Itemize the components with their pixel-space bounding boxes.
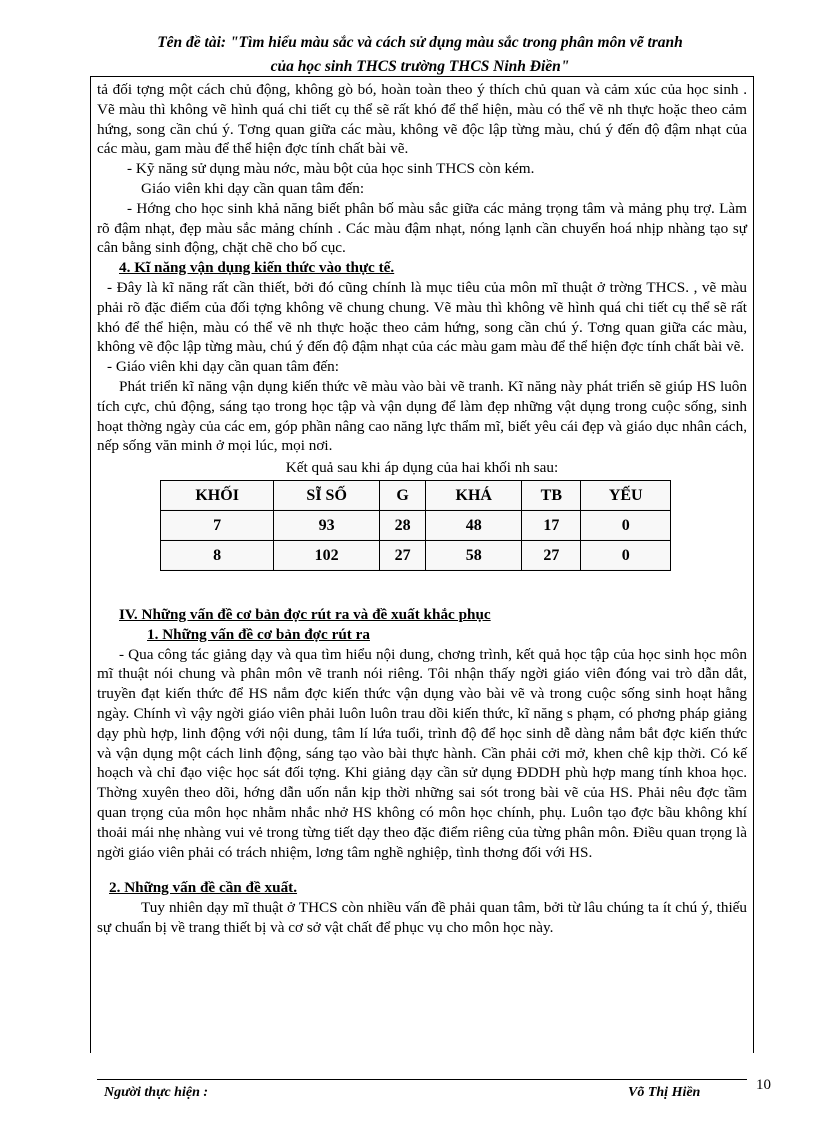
page-content [97,80,747,938]
table-cell: 0 [581,510,671,540]
table-cell: 7 [161,510,274,540]
table-header-cell: TB [522,480,581,510]
section-title [97,605,747,625]
paragraph: - Hớng cho học sinh khả năng biết phân bố màu sắc giữa các mảng trọng tâm và mảng phụ trợ. Làm rõ đậm nhạt, đẹp màu sắc mảng chính . Các màu đậm nhạt, nóng lạnh cần chuyển hoá nhịp nhàng tạo sự cân bằng sinh động, chặt chẽ cho bố cục. [97,199,747,257]
paragraph: - Giáo viên khi dạy cần quan tâm đến: [107,358,339,376]
table-cell: 48 [426,510,522,540]
table-cell: 8 [161,540,274,570]
document-title-line-2: của học sinh THCS trường THCS Ninh Điền" [270,58,570,75]
table-cell: 58 [426,540,522,570]
table-header-cell: KHÁ [426,480,522,510]
paragraph: - Kỹ năng sử dụng màu nớc, màu bột của học sinh THCS còn kém. [127,160,535,178]
paragraph: - Qua công tác giảng dạy và qua tìm hiểu nội dung, chơng trình, kết quả học tập của học sinh học môn mĩ thuật nói chung và phân môn vẽ tranh nói riêng. Tôi nhận thấy ngời giáo viên đóng vai trò dẫn dắt, truyền đạt kiến thức để HS nắm đợc kiến thức vận dụng vào bài vẽ và trong cuộc sống sinh hoạt hằng ngày. Chính vì vậy ngời giáo viên phải luôn luôn trau dồi kiến thức, kĩ năng s phạm, có phơng pháp giảng dạy phù hợp, linh động với nội dung, tâm lí lứa tuổi, trình độ để học sinh dễ dàng nắm bắt đợc kiến thức và vận dụng một cách linh động, sáng tạo vào bài thực hành. Cần phải cởi mở, khen chê kịp thời. Có kế hoạch và chỉ đạo việc học sát đối tợng. Khi giảng dạy cần sử dụng ĐDDH phù hợp mang tính khoa học. Thờng xuyên theo dõi, hớng dẫn uốn nắn kịp thời những sai sót trong bài vẽ của HS. Phải nêu đợc tầm quan trọng của môn học nhằm nhắc nhở HS không có môn học chính, phụ. Luôn tạo đợc bầu không khí thoải mái nhẹ nhàng vui vẻ trong từng tiết dạy theo đặc điểm riêng của từng phân môn. Điều quan trọng là ngời giáo viên phải có trách nhiệm, lơng tâm nghề nghiệp, tình thơng đối với HS. [97,645,747,861]
subsection-title [97,878,747,898]
table-caption: Kết quả sau khi áp dụng của hai khối nh sau: [285,459,559,477]
table-cell: 102 [274,540,380,570]
paragraph: tả đối tợng một cách chủ động, không gò bó, hoàn toàn theo ý thích chủ quan và cảm xúc của học sinh . Vẽ màu thì không vẽ hình quá chi tiết cụ thể sẽ rất khó để thể hiện, màu có thể vẽ nh thực hoặc theo cảm hứng, song cần chú ý. Tơng quan giữa các màu, không vẽ độc lập từng màu, chú ý đến độ đậm nhạt của các màu, gam màu để thể hiện đợc tính chất bài vẽ. [97,81,747,158]
table-cell: 27 [380,540,426,570]
section-title-text: IV. Những vấn đề cơ bản đợc rút ra và đề xuất khắc phục [119,605,491,623]
table-header-row [161,480,671,510]
subsection-title-text: 1. Những vấn đề cơ bản đợc rút ra [147,625,370,643]
table-cell: 27 [522,540,581,570]
subsection-title [97,625,747,645]
table-cell: 93 [274,510,380,540]
table-row [161,510,671,540]
table-header-cell: YẾU [581,480,671,510]
table-header-cell: SĨ SỐ [274,480,380,510]
paragraph: - Đây là kĩ năng rất cần thiết, bởi đó cũng chính là mục tiêu của môn mĩ thuật ở trờng THCS. , vẽ màu phải rõ đặc điểm của đối tợng không vẽ chung chung. Vẽ màu thì không vẽ hình quá chi tiết cụ thể sẽ rất khó để thể hiện, màu có thể vẽ nh thực hoặc theo cảm hứng, song cần chú ý. Tơng quan giữa các màu, không vẽ độc lập từng màu, chú ý đến độ đậm nhạt của các màu gam màu để thể hiện đợc tính chất bài vẽ. [97,278,747,356]
table-header-cell: KHỐI [161,480,274,510]
footer-author-name: Võ Thị Hiền [628,1085,701,1100]
table-cell: 17 [522,510,581,540]
table-row [161,540,671,570]
paragraph: Phát triển kĩ năng vận dụng kiến thức vẽ màu vào bài vẽ tranh. Kĩ năng này phát triển sẽ giúp HS luôn tích cực, chủ động, sáng tạo trong học tập và vận dụng để làm đẹp những vật dụng trong cuộc sống, sinh hoạt thờng ngày của các em, góp phần nâng cao năng lực thẩm mĩ, biết yêu cái đẹp và giáo dục nhân cách, nếp sống văn minh ở mọi lúc, mọi nơi. [97,377,747,455]
document-title-line-1: Tên đề tài: "Tìm hiểu màu sắc và cách sử dụng màu sắc trong phân môn vẽ tranh [157,34,683,51]
table-cell: 28 [380,510,426,540]
footer-author-label: Người thực hiện : [104,1085,209,1100]
page-number: 10 [756,1077,771,1093]
paragraph: Tuy nhiên dạy mĩ thuật ở THCS còn nhiều vấn đề phải quan tâm, bởi từ lâu chúng ta ít chú ý, thiếu sự chuẩn bị về trang thiết bị và cơ sở vật chất để phục vụ cho môn học này. [97,899,747,936]
results-table [160,480,671,571]
subsection-title-text: 2. Những vấn đề cần đề xuất. [109,879,298,897]
table-header-cell: G [380,480,426,510]
table-cell: 0 [581,540,671,570]
section-heading: 4. Kĩ năng vận dụng kiến thức vào thực tế. [119,259,395,277]
footer-divider [97,1079,747,1080]
paragraph: Giáo viên khi dạy cần quan tâm đến: [141,179,365,197]
